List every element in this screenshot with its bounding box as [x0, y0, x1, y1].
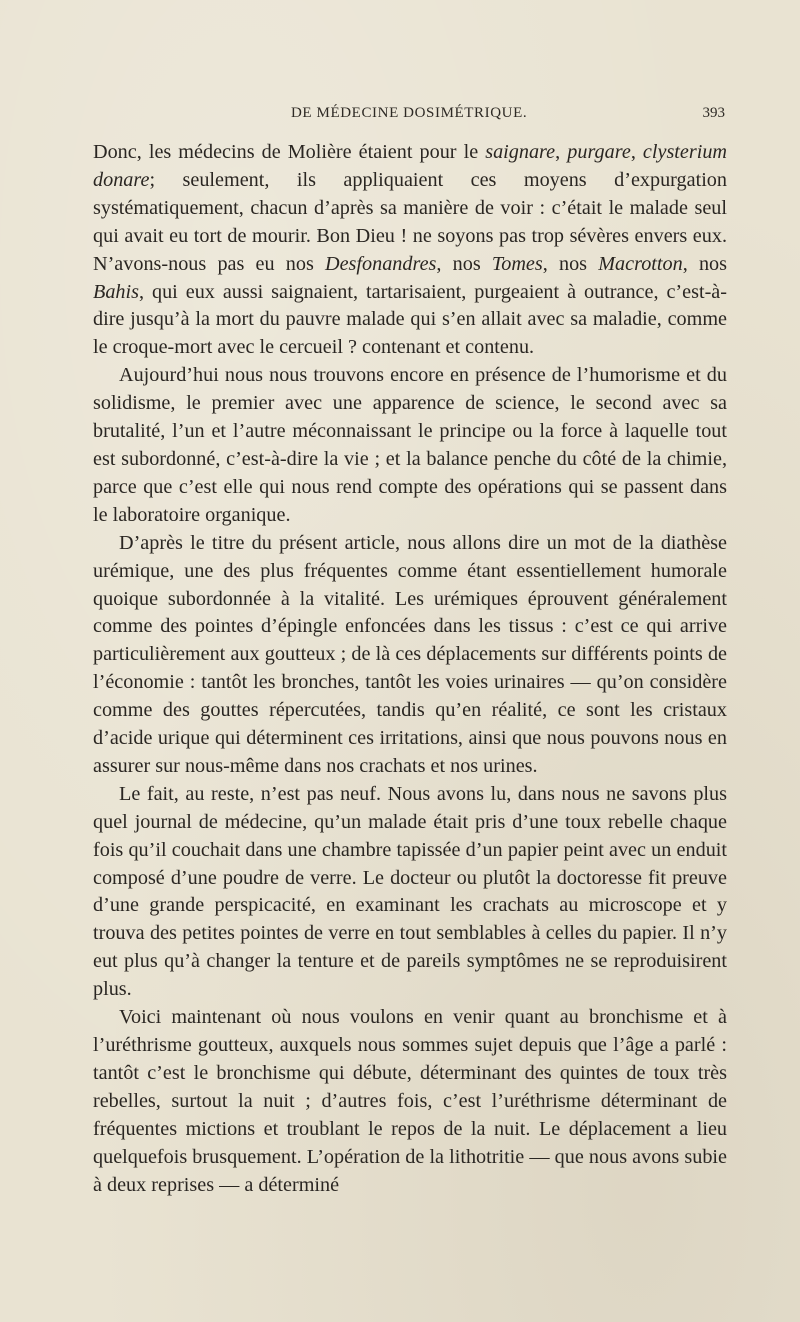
paragraph-5 — [93, 1004, 727, 1199]
text-segment: Le fait, au reste, n’est pas neuf. Nous avons lu, dans nous ne savons plus quel journal de médecine, qu’un malade était pris d’une toux rebelle chaque fois qu’il couchait dans une chambre tapissée d’un papier peint avec un enduit composé d’une poudre de verre. Le docteur ou plutôt la doctoresse fit preuve d’une grande perspicacité, en examinant les crachats au microscope et y trouva des petites pointes de verre en tout semblables à celles du papier. Il n’y eut plus qu’à changer la tenture et de pareils symptômes ne se reproduisirent plus. — [93, 782, 727, 1001]
name-desfonandres: Desfonandres — [325, 252, 437, 275]
text-segment: , — [555, 141, 568, 163]
text-segment: Voici maintenant où nous voulons en venir quant au bronchisme et à l’uréthrisme goutteux, auxquels nous sommes sujet depuis que l’âge a parlé : tantôt c’est le bronchisme qui débute, déterminant des quintes de toux très rebelles, surtout la nuit ; d’autres fois, c’est l’uréthrisme déterminant de fréquentes mictions et troublant le repos de la nuit. Le déplacement a lieu quelquefois brusquement. L’opération de la lithotritie — que nous avons subie à deux reprises — a déterminé — [93, 1006, 727, 1196]
text-segment: , qui eux aussi saignaient, tartarisaient, purgeaient à outrance, c’est-à-dire jusqu’à la mort du pauvre malade qui s’en allait avec sa maladie, comme le croque-mort avec le cercueil ? contenant et contenu. — [93, 280, 727, 359]
paragraph-3 — [93, 530, 727, 781]
text-segment: , nos — [682, 252, 727, 275]
text-segment: , nos — [436, 252, 492, 275]
text-segment: D’après le titre du présent article, nous allons dire un mot de la diathèse urémique, une des plus fréquentes comme étant essentiellement humorale quoique subordonnée à la vitalité. Les urémiques éprouvent généralement comme des pointes d’épingle enfoncées dans les tissus : c’est ce qui arrive particulièrement aux goutteux ; de là ces déplacements sur différents points de l’économie : tantôt les bronches, tantôt les voies urinaires — qu’on considère comme des gouttes répercutées, tandis qu’en réalité, ce sont les cristaux d’acide urique qui déterminent ces irritations, ainsi que nous pouvons nous en assurer sur nous-même dans nos crachats et nos urines. — [93, 531, 727, 777]
text-segment: , — [630, 141, 643, 163]
header-title: DE MÉDECINE DOSIMÉTRIQUE. — [291, 105, 528, 121]
running-header — [93, 105, 733, 127]
text-segment: ; seulement, ils appliquaient ces moyens d’expurgation systématiquement, chacun d’après sa manière de voir : c’était le malade seul qui avait eu tort de mourir. Bon Dieu ! ne soyons pas trop sévères envers eux. N’avons-nous pas eu nos — [93, 168, 727, 275]
name-macrotton: Macrotton — [598, 252, 683, 275]
latin-term-saignare: saignare — [485, 141, 556, 163]
text-segment: Donc, les médecins de Molière étaient pour le — [93, 141, 486, 163]
name-bahis: Bahis — [93, 280, 139, 303]
body-text — [93, 139, 727, 1199]
text-segment: , nos — [542, 252, 599, 275]
paragraph-2 — [93, 362, 727, 529]
paragraph-4 — [93, 781, 727, 1004]
paragraph-1 — [93, 139, 727, 362]
text-segment: Aujourd’hui nous nous trouvons encore en présence de l’humorisme et du solidisme, le premier avec une apparence de science, le second avec sa brutalité, l’un et l’autre méconnaissant le principe ou la force à laquelle tout est subordonné, c’est-à-dire la vie ; et la balance penche du côté de la chimie, parce que c’est elle qui nous rend compte des opérations qui se passent dans le laboratoire organique. — [93, 364, 727, 526]
latin-term-purgare: purgare — [567, 141, 631, 163]
name-tomes: Tomes — [491, 252, 543, 275]
latin-term-clysterium-donare: clysterium donare — [93, 141, 728, 191]
page-number: 393 — [702, 105, 725, 121]
